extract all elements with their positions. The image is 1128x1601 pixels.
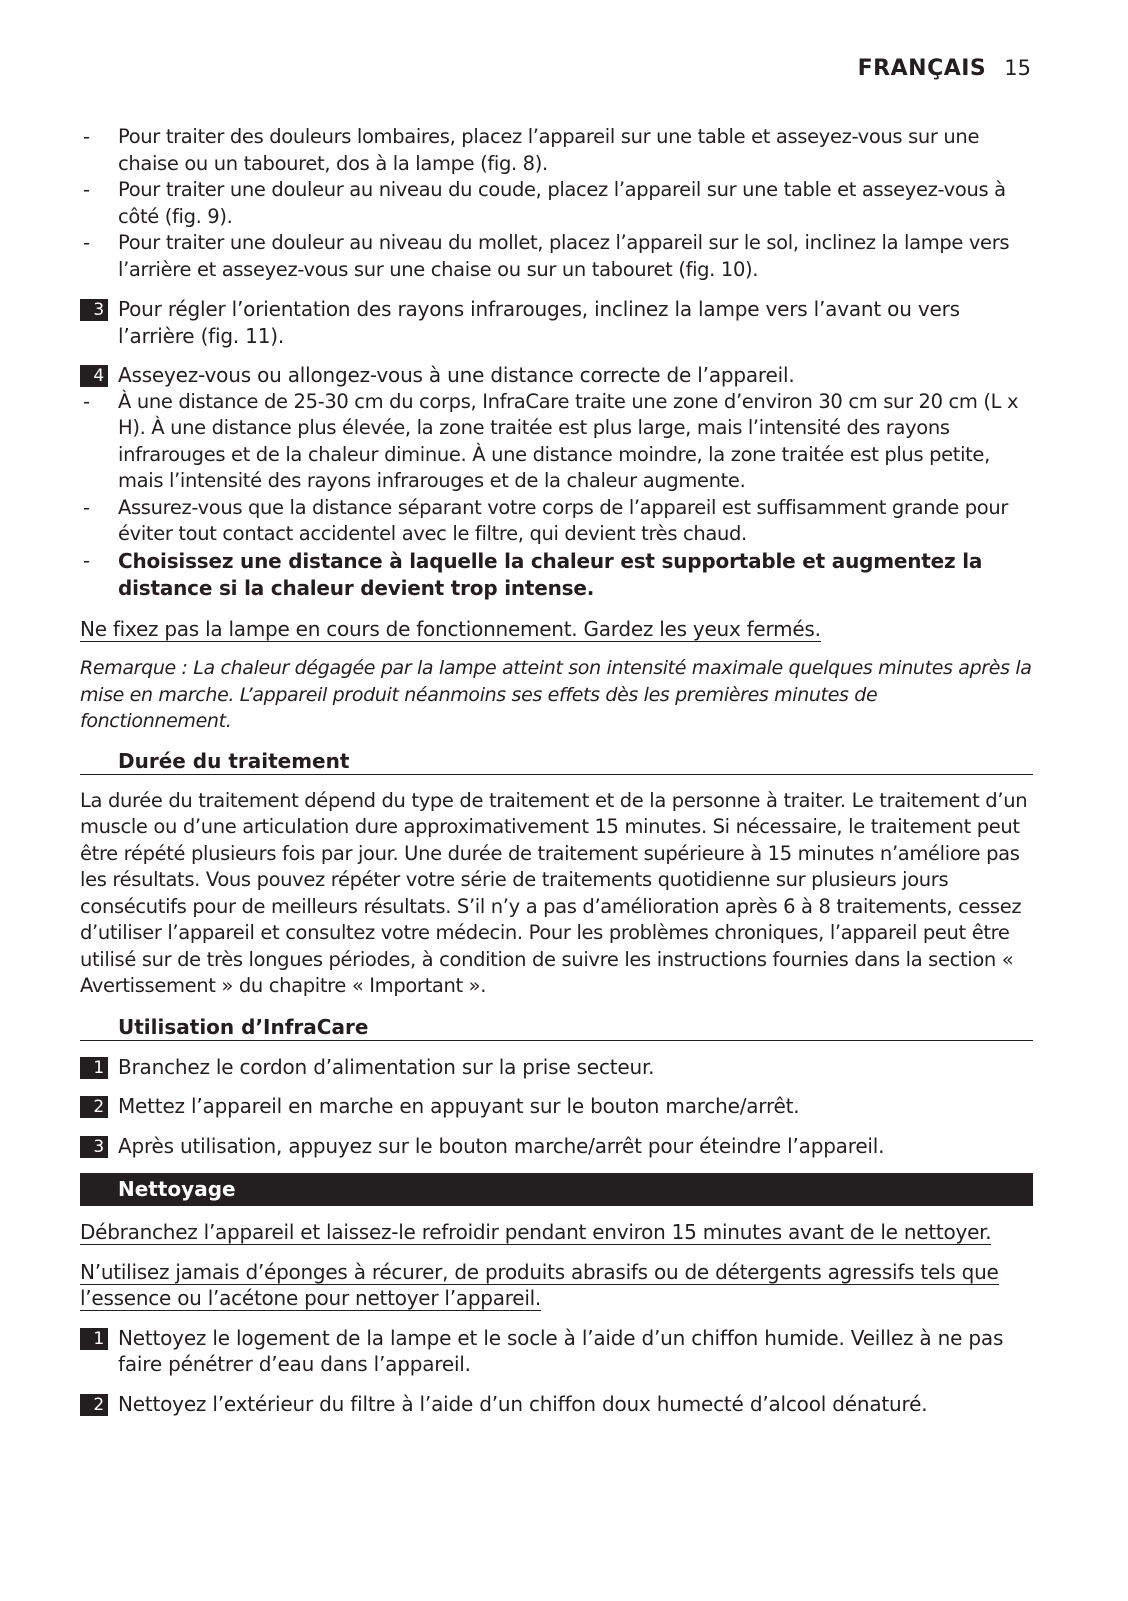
list-item — [80, 177, 1033, 230]
list-item — [80, 495, 1033, 548]
step-number: 1 — [80, 1328, 108, 1350]
step-text: Pour régler l’orientation des rayons infrarouges, inclinez la lampe vers l’avant ou vers l’arrière (fig. 11). — [118, 297, 960, 348]
section-heading-utilisation: Utilisation d’InfraCare — [80, 1014, 1033, 1041]
step-item — [80, 1133, 1033, 1160]
step-text: Nettoyez le logement de la lampe et le socle à l’aide d’un chiffon humide. Veillez à ne pas faire pénétrer d’eau dans l’appareil. — [118, 1325, 1004, 1376]
step-number: 3 — [80, 299, 108, 321]
dash-marker: - — [83, 231, 90, 254]
step-number: 4 — [80, 365, 108, 387]
step-text: Asseyez-vous ou allongez-vous à une distance correcte de l’appareil. — [118, 363, 795, 387]
list-item-bold — [80, 548, 1033, 603]
step-item — [80, 362, 1033, 389]
warning-block — [80, 1219, 1033, 1246]
step-text: Nettoyez l’extérieur du filtre à l’aide d’un chiffon doux humecté d’alcool dénaturé. — [118, 1391, 928, 1416]
step-item — [80, 1093, 1033, 1120]
warning-block — [80, 616, 1033, 643]
section-heading-nettoyage: Nettoyage — [80, 1173, 1033, 1206]
note-text: Remarque : La chaleur dégagée par la lampe atteint son intensité maximale quelques minutes après la mise en marche. L’appareil produit néanmoins ses effets dès les premières minutes de fonctionnement. — [80, 657, 1032, 732]
list-item-text: Assurez-vous que la distance séparant votre corps de l’appareil est suffisamment grande pour éviter tout contact accidentel avec le filtre, qui devient très chaud. — [118, 495, 1009, 545]
dash-marker: - — [83, 389, 90, 413]
dash-marker: - — [83, 495, 90, 519]
step-text: Après utilisation, appuyez sur le bouton marche/arrêt pour éteindre l’appareil. — [118, 1133, 885, 1158]
list-item-text: Pour traiter une douleur au niveau du coude, placez l’appareil sur une table et asseyez-vous à côté (fig. 9). — [118, 178, 1006, 228]
page-content — [80, 124, 1033, 1417]
step-item — [80, 296, 1033, 349]
step-text: Branchez le cordon d’alimentation sur la prise secteur. — [118, 1054, 655, 1079]
step-number: 3 — [80, 1136, 108, 1158]
step-item — [80, 1391, 1033, 1418]
list-item — [80, 230, 1033, 283]
step-number: 2 — [80, 1394, 108, 1416]
dash-marker: - — [83, 178, 90, 201]
section-heading-duree: Durée du traitement — [80, 748, 1033, 775]
dash-marker: - — [83, 548, 90, 572]
language-label: FRANÇAIS — [857, 56, 987, 81]
page-header — [858, 56, 1031, 81]
warning-text: Ne fixez pas la lampe en cours de fonctionnement. Gardez les yeux fermés. — [80, 616, 821, 641]
list-item-text: Pour traiter une douleur au niveau du mollet, placez l’appareil sur le sol, inclinez la lampe vers l’arrière et asseyez-vous sur une chaise ou sur un tabouret (fig. 10). — [118, 231, 1010, 281]
step-item — [80, 1054, 1033, 1081]
warning-block — [80, 1259, 1033, 1312]
warning-text: Débranchez l’appareil et laissez-le refroidir pendant environ 15 minutes avant de le nettoyer. — [80, 1220, 992, 1244]
step-number: 2 — [80, 1096, 108, 1118]
list-item-text: À une distance de 25-30 cm du corps, InfraCare traite une zone d’environ 30 cm sur 20 cm (L x H). À une distance plus élevée, la zone traitée est plus large, mais l’intensité des rayons infrarouges et de la chaleur diminue. À une distance moindre, la zone traitée est plus petite, mais l’intensité des rayons infrarouges et de la chaleur augmente. — [118, 389, 1019, 492]
dash-marker: - — [83, 125, 90, 148]
section-paragraph: La durée du traitement dépend du type de traitement et de la personne à traiter. Le traitement d’un muscle ou d’une articulation dure approximativement 15 minutes. Si nécessaire, le traitement peut être répété plusieurs fois par jour. Une durée de traitement supérieure à 15 minutes n’améliore pas les résultats. Vous pouvez répéter votre série de traitements quotidienne sur plusieurs jours consécutifs pour de meilleurs résultats. S’il n’y a pas d’amélioration après 6 à 8 traitements, cessez d’utiliser l’appareil et consultez votre médecin. Pour les problèmes chroniques, l’appareil peut être utilisé sur de très longues périodes, à condition de suivre les instructions fournies dans la section « Avertissement » du chapitre « Important ». — [80, 788, 1028, 997]
list-item — [80, 389, 1033, 495]
step-text: Mettez l’appareil en marche en appuyant sur le bouton marche/arrêt. — [118, 1094, 800, 1118]
list-item-text: Pour traiter des douleurs lombaires, placez l’appareil sur une table et asseyez-vous sur une chaise ou un tabouret, dos à la lampe (fig. 8). — [118, 125, 980, 175]
list-item-text: Choisissez une distance à laquelle la chaleur est supportable et augmentez la distance si la chaleur devient trop intense. — [118, 548, 983, 600]
step-number: 1 — [80, 1057, 108, 1079]
page-number: 15 — [1004, 56, 1031, 80]
step-item — [80, 1325, 1033, 1378]
list-item — [80, 124, 1033, 177]
warning-text: N’utilisez jamais d’éponges à récurer, de produits abrasifs ou de détergents agressifs tels que l’essence ou l’acétone pour nettoyer l’appareil. — [80, 1259, 999, 1310]
